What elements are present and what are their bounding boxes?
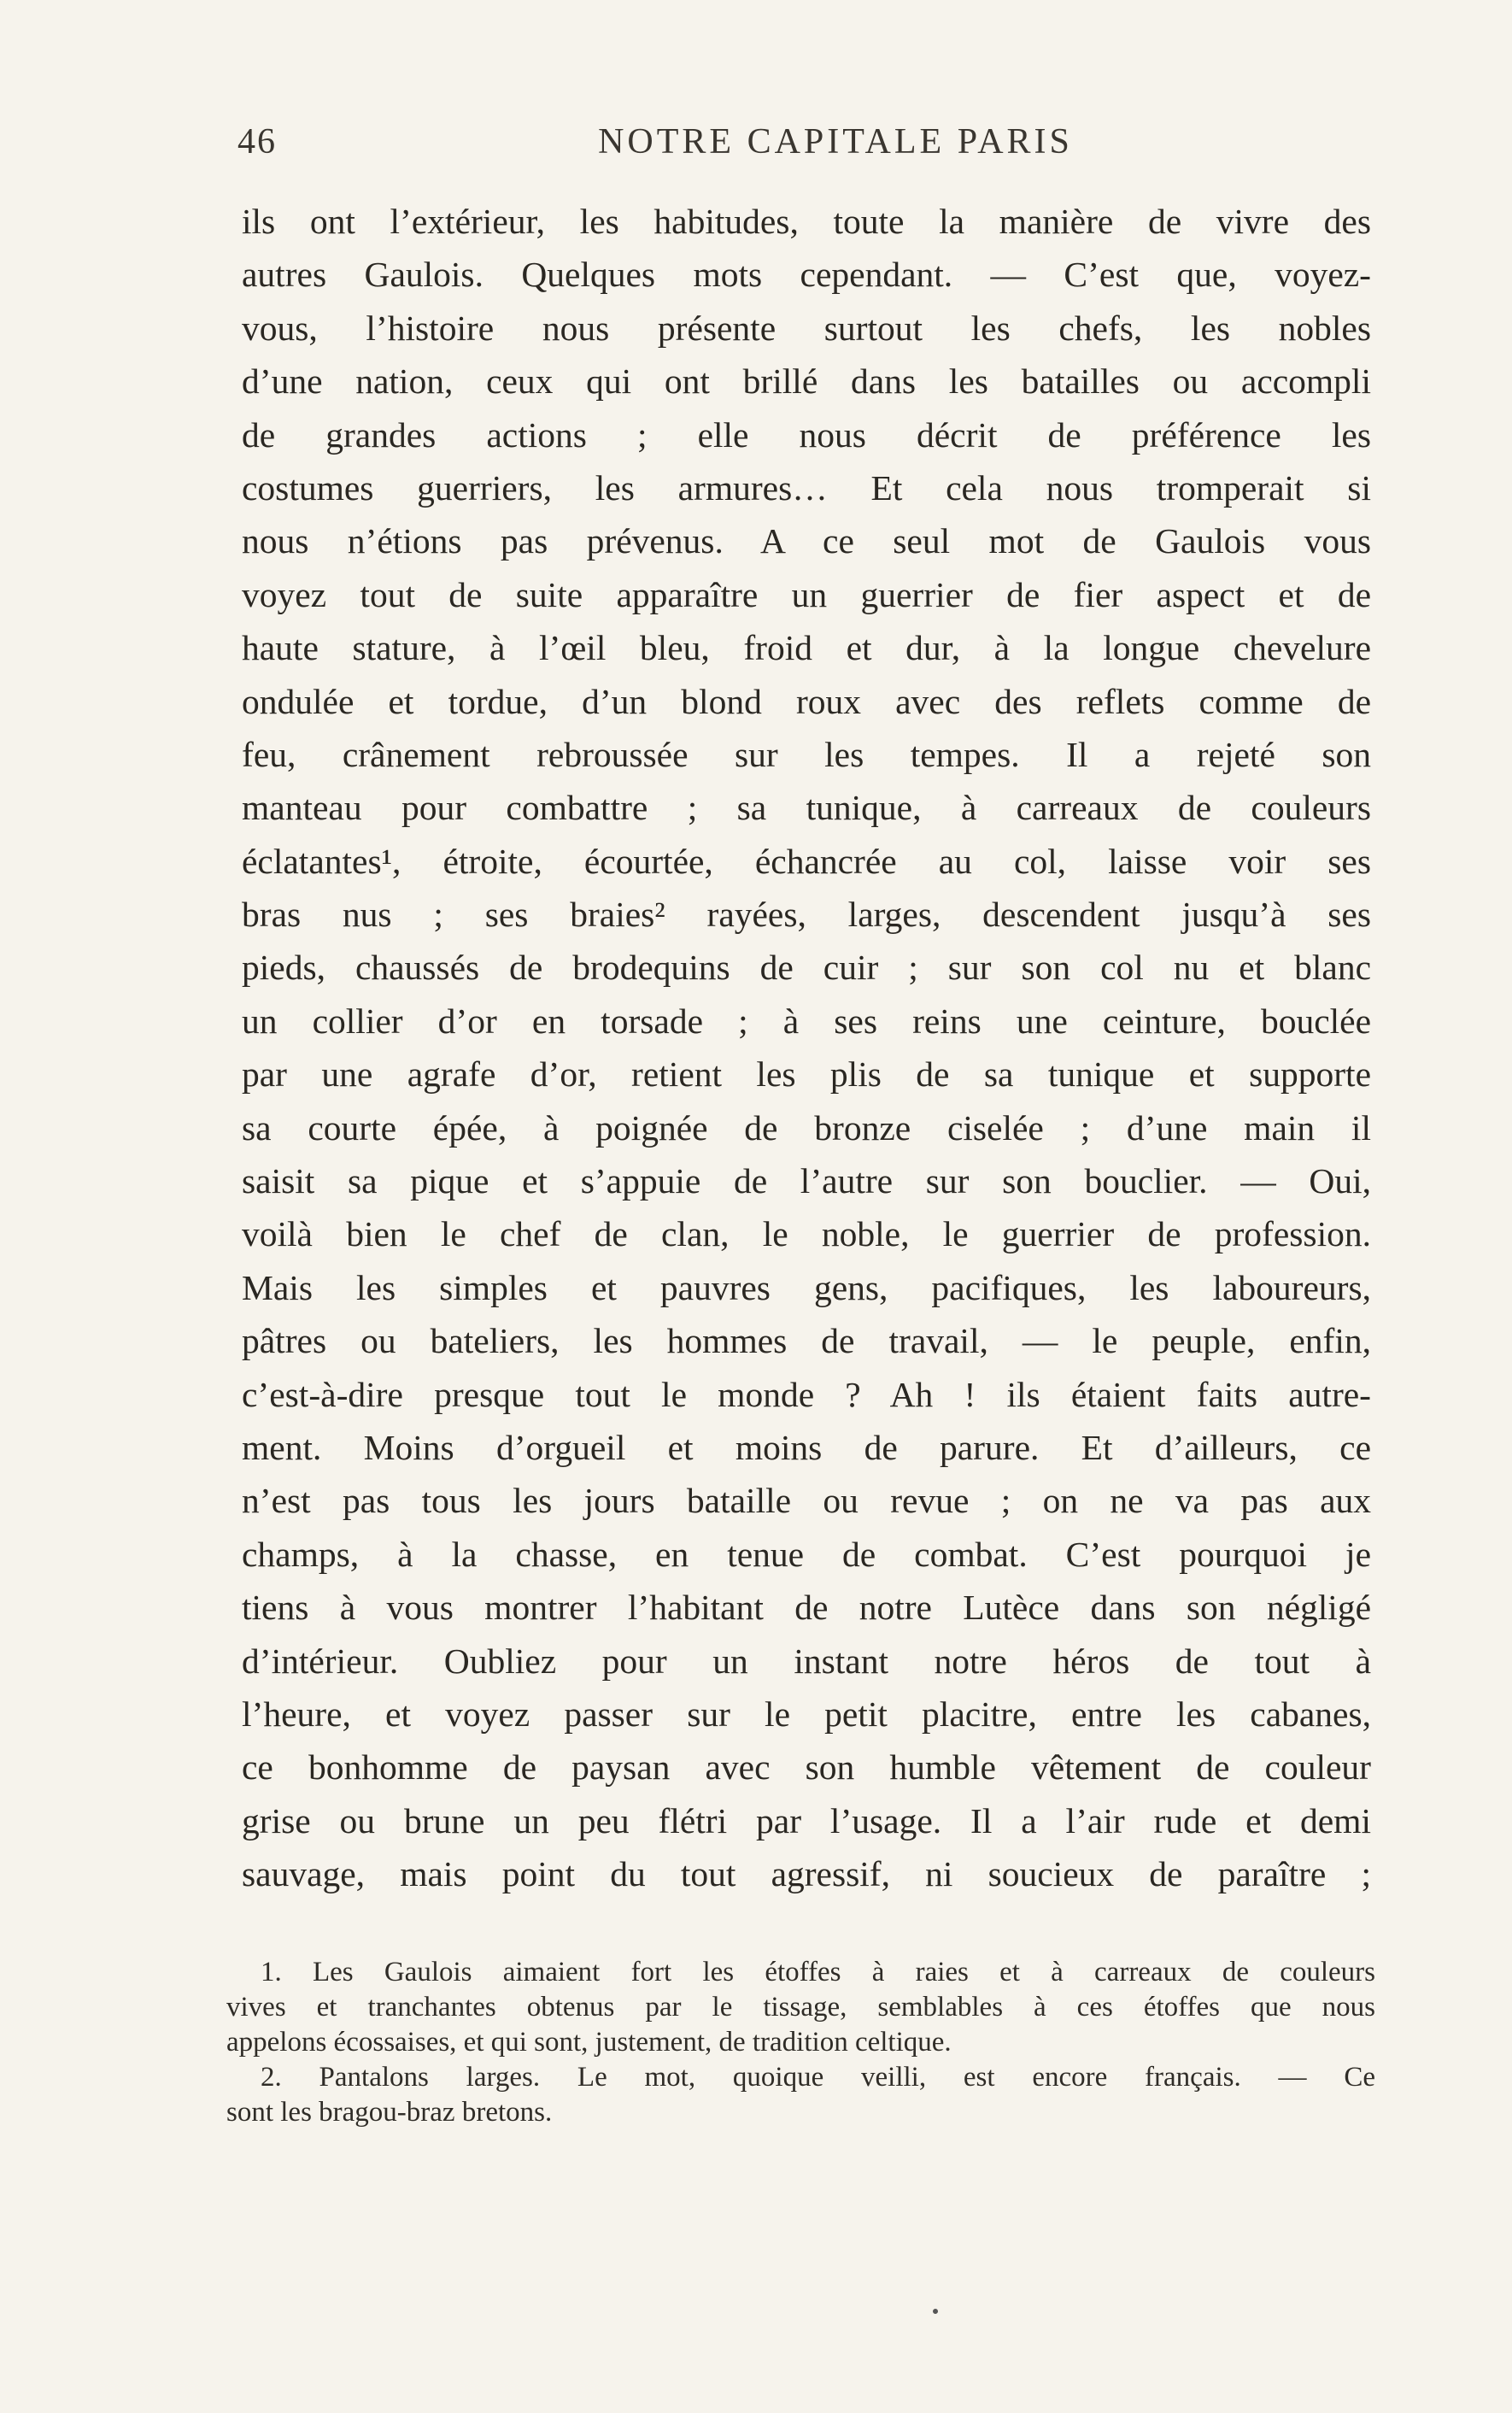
footnote-line: appelons écossaises, et qui sont, justement, de tradition celtique. [226, 2027, 952, 2058]
text-line: Mais les simples et pauvres gens, pacifiques, les laboureurs, [242, 1267, 1371, 1307]
text-line: feu, crânement rebroussée sur les tempes. Il a rejeté son [242, 734, 1371, 774]
page-number: 46 [237, 122, 277, 161]
text-line: pâtres ou bateliers, les hommes de travail, — le peuple, enfin, [242, 1321, 1371, 1361]
text-line: n’est pas tous les jours bataille ou revue ; on ne va pas aux [242, 1481, 1371, 1521]
text-line: d’intérieur. Oubliez pour un instant notre héros de tout à [242, 1641, 1371, 1681]
text-line: saisit sa pique et s’appuie de l’autre sur son bouclier. — Oui, [242, 1161, 1371, 1201]
text-line: champs, à la chasse, en tenue de combat. C’est pourquoi je [242, 1534, 1371, 1574]
text-line: voilà bien le chef de clan, le noble, le guerrier de profession. [242, 1214, 1371, 1254]
text-line: manteau pour combattre ; sa tunique, à carreaux de couleurs [242, 788, 1371, 828]
text-line: par une agrafe d’or, retient les plis de sa tunique et supporte [242, 1054, 1371, 1095]
text-line: éclatantes¹, étroite, écourtée, échancrée au col, laisse voir ses [242, 841, 1371, 881]
text-line: d’une nation, ceux qui ont brillé dans les batailles ou accompli [242, 361, 1371, 402]
text-line: sauvage, mais point du tout agressif, ni soucieux de paraître ; [242, 1854, 1371, 1894]
footnote-line: 1. Les Gaulois aimaient fort les étoffes à raies et à carreaux de couleurs [261, 1957, 1375, 1987]
text-line: vous, l’histoire nous présente surtout les chefs, les nobles [242, 308, 1371, 348]
footnotes [226, 1955, 1375, 2130]
text-line: costumes guerriers, les armures… Et cela nous tromperait si [242, 467, 1371, 508]
text-line: sa courte épée, à poignée de bronze ciselée ; d’une main il [242, 1107, 1371, 1148]
footnote-line: 2. Pantalons larges. Le mot, quoique veilli, est encore français. — Ce [261, 2062, 1375, 2093]
text-line: grise ou brune un peu flétri par l’usage. Il a l’air rude et demi [242, 1800, 1371, 1841]
text-line: ondulée et tordue, d’un blond roux avec des reflets comme de [242, 681, 1371, 721]
text-line: de grandes actions ; elle nous décrit de préférence les [242, 414, 1371, 455]
page-header [237, 121, 1374, 173]
text-line: ils ont l’extérieur, les habitudes, toute la manière de vivre des [242, 202, 1371, 241]
ink-speck [932, 2308, 939, 2315]
text-line: nous n’étions pas prévenus. A ce seul mot de Gaulois vous [242, 521, 1371, 561]
text-line: ce bonhomme de paysan avec son humble vêtement de couleur [242, 1747, 1371, 1788]
text-line: pieds, chaussés de brodequins de cuir ; sur son col nu et blanc [242, 948, 1371, 988]
footnote-line: vives et tranchantes obtenus par le tissage, semblables à ces étoffes que nous [226, 1992, 1375, 2023]
text-line: haute stature, à l’œil bleu, froid et dur, à la longue chevelure [242, 628, 1371, 668]
text-line: autres Gaulois. Quelques mots cependant. — C’est que, voyez- [242, 255, 1371, 295]
text-line: bras nus ; ses braies² rayées, larges, descendent jusqu’à ses [242, 895, 1371, 935]
text-line: c’est-à-dire presque tout le monde ? Ah ! ils étaient faits autre- [242, 1374, 1371, 1414]
text-line: ment. Moins d’orgueil et moins de parure. Et d’ailleurs, ce [242, 1427, 1371, 1467]
text-line: voyez tout de suite apparaître un guerrier de fier aspect et de [242, 574, 1371, 614]
text-line: tiens à vous montrer l’habitant de notre Lutèce dans son négligé [242, 1588, 1371, 1628]
body-text [242, 195, 1371, 1901]
footnote-line: sont les bragou-braz bretons. [226, 2097, 553, 2128]
text-line: un collier d’or en torsade ; à ses reins une ceinture, bouclée [242, 1001, 1371, 1041]
running-title: NOTRE CAPITALE PARIS [598, 122, 1073, 161]
text-line: l’heure, et voyez passer sur le petit placitre, entre les cabanes, [242, 1694, 1371, 1734]
